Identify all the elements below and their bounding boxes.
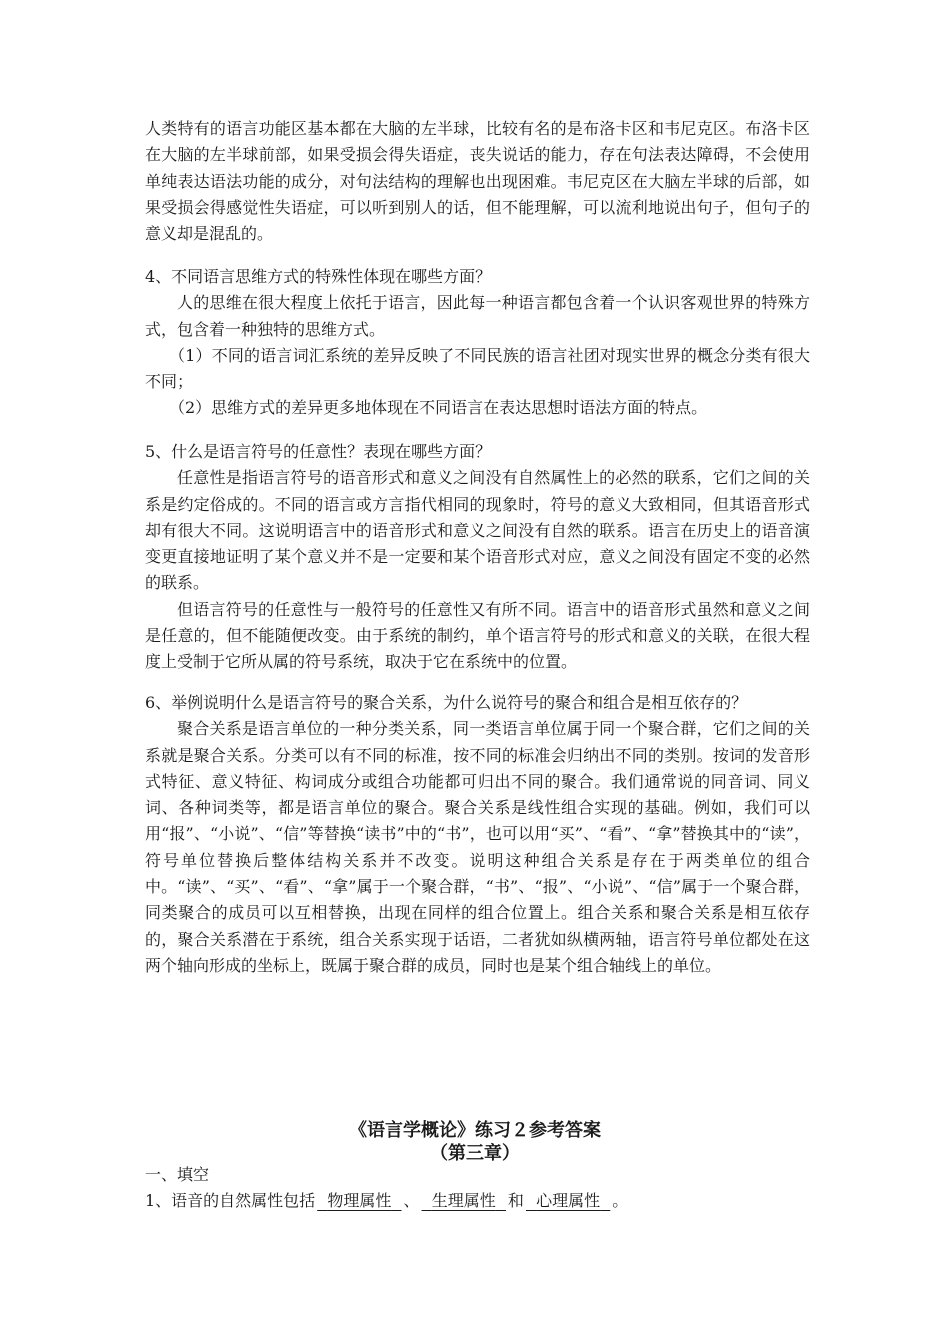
section-subtitle: （第三章） bbox=[430, 1143, 520, 1164]
separator-2: 和 bbox=[507, 1191, 524, 1211]
fill-item-1-prefix: 1、语音的自然属性包括 bbox=[145, 1191, 316, 1211]
fill-item-1 bbox=[145, 1188, 810, 1214]
blank-psychological-attribute: 心理属性 bbox=[536, 1191, 601, 1211]
question-6-answer: 聚合关系是语言单位的一种分类关系，同一类语言单位属于同一个聚合群，它们之间的关系就是聚合关系。分类可以有不同的标准，按不同的标准会归纳出不同的类别。按词的发音形式特征、意义特征、构词成分或组合功能都可归出不同的聚合。我们通常说的同音词、同义词、各种词类等，都是语言单位的聚合。聚合关系是线性组合实现的基础。例如，我们可以用“报”、“小说”、“信”等替换“读书”中的“书”，也可以用“买”、“看”、“拿”替换其中的“读”，符号单位替换后整体结构关系并不改变。说明这种组合关系是存在于两类单位的组合中。“读”、“买”、“看”、“拿”属于一个聚合群，“书”、“报”、“小说”、“信”属于一个聚合群，同类聚合的成员可以互相替换，出现在同样的组合位置上。组合关系和聚合关系是相互依存的，聚合关系潜在于系统，组合关系实现于话语，二者犹如纵横两轴，语言符号单位都处在这两个轴向形成的坐标上，既属于聚合群的成员，同时也是某个组合轴线上的单位。 bbox=[145, 719, 810, 975]
section-title: 《语言学概论》练习２参考答案 bbox=[349, 1120, 601, 1141]
question-4-answer: 人的思维在很大程度上依托于语言，因此每一种语言都包含着一个认识客观世界的特殊方式，包含着一种独特的思维方式。 bbox=[145, 293, 810, 339]
question-6-section bbox=[145, 690, 810, 979]
question-4-point-2: （2）思维方式的差异更多地体现在不同语言在表达思想时语法方面的特点。 bbox=[169, 398, 708, 418]
fill-item-1-end: 。 bbox=[612, 1191, 629, 1211]
separator-1: 、 bbox=[403, 1191, 420, 1211]
question-4-point-1: （1）不同的语言词汇系统的差异反映了不同民族的语言社团对现实世界的概念分类有很大不同； bbox=[145, 345, 810, 392]
question-5-answer-1: 任意性是指语言符号的语音形式和意义之间没有自然属性上的必然的联系，它们之间的关系是约定俗成的。不同的语言或方言指代相同的现象时，符号的意义大致相同，但其语音形式却有很大不同。这说明语言中的语音形式和意义之间没有自然的联系。语言在历史上的语音演变更直接地证明了某个意义并不是一定要和某个语音形式对应，意义之间没有固定不变的必然的联系。 bbox=[145, 468, 810, 593]
question-5-section bbox=[145, 439, 810, 676]
question-5-answer-2: 但语言符号的任意性与一般符号的任意性又有所不同。语言中的语音形式虽然和意义之间是任意的，但不能随便改变。由于系统的制约，单个语言符号的形式和意义的关联，在很大程度上受制于它所从属的符号系统，取决于它在系统中的位置。 bbox=[145, 599, 810, 672]
intro-section bbox=[145, 116, 810, 247]
blank-physiological-attribute: 生理属性 bbox=[431, 1191, 496, 1211]
blank-physical-attribute: 物理属性 bbox=[327, 1191, 392, 1211]
part-heading: 一、填空 bbox=[145, 1165, 210, 1184]
question-4-section bbox=[145, 264, 810, 422]
question-6-title: 6、举例说明什么是语言符号的聚合关系，为什么说符号的聚合和组合是相互依存的？ bbox=[145, 693, 748, 712]
intro-paragraph: 人类特有的语言功能区基本都在大脑的左半球，比较有名的是布洛卡区和韦尼克区。布洛卡区在大脑的左半球前部，如果受损会得失语症，丧失说话的能力，存在句法表达障碍，不会使用单纯表达语法功能的成分，对句法结构的理解也出现困难。韦尼克区在大脑左半球的后部，如果受损会得感觉性失语症，可以听到别人的话，但不能理解，可以流利地说出句子，但句子的意义却是混乱的。 bbox=[145, 119, 810, 244]
question-4-title: 4、不同语言思维方式的特殊性体现在哪些方面？ bbox=[145, 267, 492, 286]
fill-in-section bbox=[145, 1162, 810, 1215]
question-5-title: 5、什么是语言符号的任意性？表现在哪些方面？ bbox=[145, 442, 492, 461]
